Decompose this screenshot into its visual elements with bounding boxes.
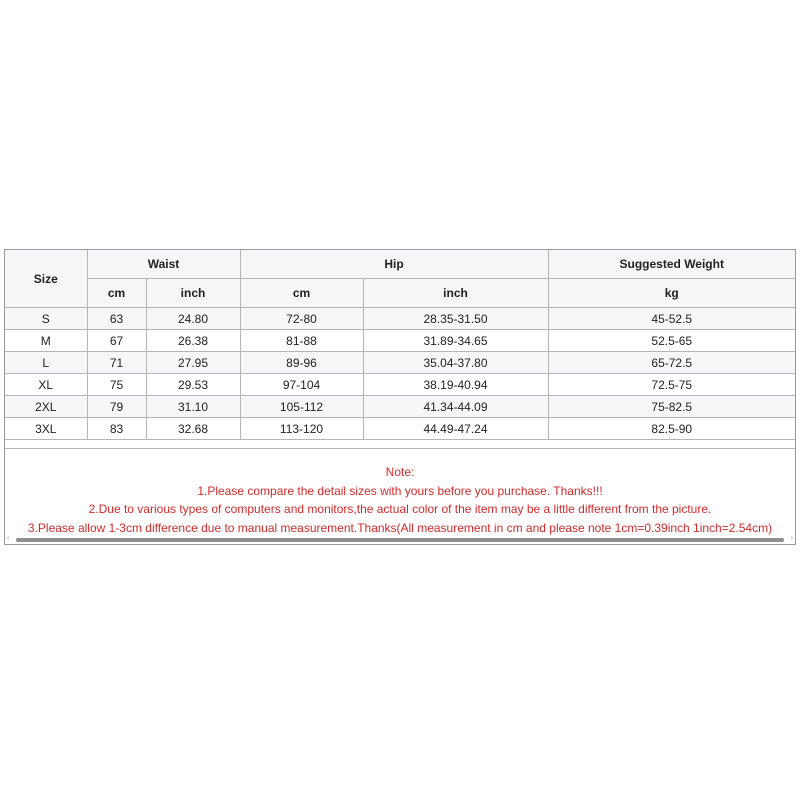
cell-size: XL [5, 374, 87, 396]
header-row-units [5, 279, 795, 308]
header-hip-inch: inch [363, 279, 548, 308]
cell-weight-kg: 65-72.5 [548, 352, 795, 374]
horizontal-scrollbar[interactable] [5, 536, 795, 544]
cell-waist-inch: 32.68 [146, 418, 240, 440]
cell-hip-cm: 89-96 [240, 352, 363, 374]
cell-size: M [5, 330, 87, 352]
cell-hip-cm: 113-120 [240, 418, 363, 440]
cell-hip-cm: 72-80 [240, 308, 363, 330]
table-row [5, 396, 795, 418]
cell-weight-kg: 72.5-75 [548, 374, 795, 396]
cell-waist-cm: 83 [87, 418, 146, 440]
header-weight-kg: kg [548, 279, 795, 308]
cell-waist-cm: 71 [87, 352, 146, 374]
cell-hip-cm: 81-88 [240, 330, 363, 352]
note-line-3: 3.Please allow 1-3cm difference due to manual measurement.Thanks(All measurement in cm and please note 1cm=0.39inch 1inch=2.54cm) [27, 520, 773, 535]
cell-waist-inch: 31.10 [146, 396, 240, 418]
cell-size: S [5, 308, 87, 330]
notes-section [5, 448, 795, 537]
header-hip: Hip [240, 250, 548, 279]
cell-waist-inch: 26.38 [146, 330, 240, 352]
cell-weight-kg: 45-52.5 [548, 308, 795, 330]
cell-weight-kg: 75-82.5 [548, 396, 795, 418]
table-row [5, 374, 795, 396]
note-line-2: 2.Due to various types of computers and monitors,the actual color of the item may be a little different from the picture. [88, 502, 712, 516]
cell-waist-cm: 63 [87, 308, 146, 330]
cell-weight-kg: 52.5-65 [548, 330, 795, 352]
cell-hip-cm: 97-104 [240, 374, 363, 396]
header-row-group [5, 250, 795, 279]
cell-waist-inch: 29.53 [146, 374, 240, 396]
cell-hip-inch: 31.89-34.65 [363, 330, 548, 352]
cell-waist-inch: 27.95 [146, 352, 240, 374]
scrollbar-thumb[interactable] [16, 538, 784, 542]
cell-waist-cm: 79 [87, 396, 146, 418]
header-hip-cm: cm [240, 279, 363, 308]
table-row [5, 330, 795, 352]
cell-size: L [5, 352, 87, 374]
size-chart-table [5, 250, 795, 440]
cell-hip-cm: 105-112 [240, 396, 363, 418]
table-row [5, 308, 795, 330]
header-waist-cm: cm [87, 279, 146, 308]
cell-hip-inch: 35.04-37.80 [363, 352, 548, 374]
header-size: Size [5, 250, 87, 308]
header-waist-inch: inch [146, 279, 240, 308]
table-row [5, 352, 795, 374]
cell-hip-inch: 44.49-47.24 [363, 418, 548, 440]
note-title: Note: [385, 465, 415, 479]
size-chart-container [4, 249, 796, 545]
table-row [5, 418, 795, 440]
cell-weight-kg: 82.5-90 [548, 418, 795, 440]
cell-hip-inch: 41.34-44.09 [363, 396, 548, 418]
cell-waist-inch: 24.80 [146, 308, 240, 330]
cell-size: 2XL [5, 396, 87, 418]
scroll-right-arrow-icon[interactable]: › [790, 535, 793, 542]
cell-hip-inch: 28.35-31.50 [363, 308, 548, 330]
cell-waist-cm: 75 [87, 374, 146, 396]
cell-waist-cm: 67 [87, 330, 146, 352]
cell-size: 3XL [5, 418, 87, 440]
header-waist: Waist [87, 250, 240, 279]
note-line-1: 1.Please compare the detail sizes with yours before you purchase. Thanks!!! [197, 483, 603, 498]
header-suggested-weight: Suggested Weight [548, 250, 795, 279]
cell-hip-inch: 38.19-40.94 [363, 374, 548, 396]
scroll-left-arrow-icon[interactable]: ‹ [7, 535, 10, 542]
